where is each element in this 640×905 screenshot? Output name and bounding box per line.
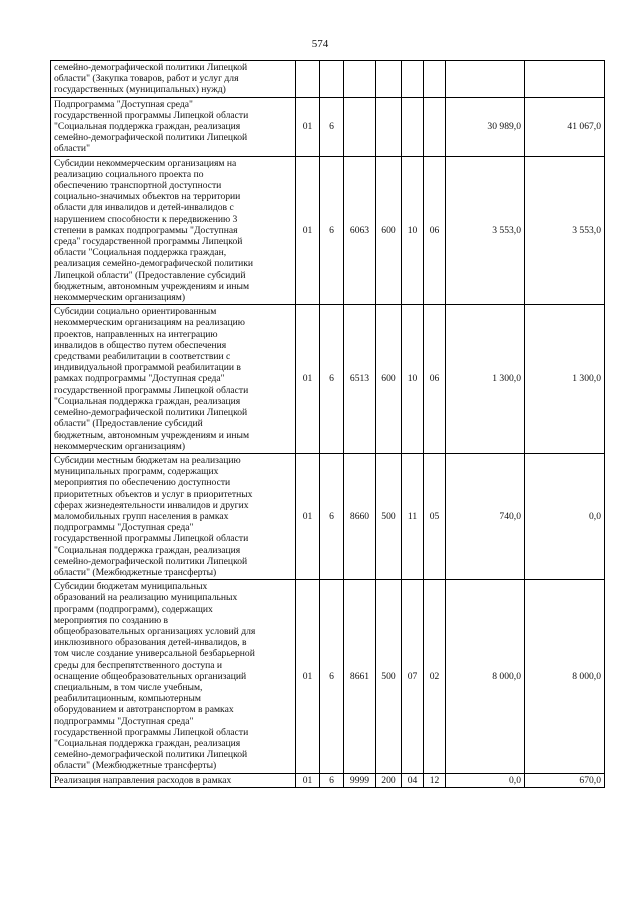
code-subprogram: 6	[320, 97, 344, 156]
code-expense-type: 600	[376, 305, 402, 454]
table-row	[51, 773, 605, 787]
code-subsection: 05	[424, 453, 446, 579]
row-description: семейно-демографической политики Липецкой области" (Закупка товаров, работ и услуг для государственных (муниципальных) нужд)	[51, 61, 296, 98]
amount-first: 740,0	[446, 453, 525, 579]
row-description: Субсидии социально ориентированным некоммерческим организациям на реализацию проектов, направленных на интеграцию инвалидов в общество путем обеспечения средствами реабилитации в соответствии с индивидуальной программой реабилитации в рамках подпрограммы "Доступная среда" государственной программы Липецкой области "Социальная поддержка граждан, реализация семейно-демографической политики Липецкой области" (Предоставление субсидий бюджетным, автономным учреждениям и иным некоммерческим организациям)	[51, 305, 296, 454]
code-subprogram: 6	[320, 453, 344, 579]
code-subsection: 06	[424, 305, 446, 454]
code-program: 01	[296, 580, 320, 773]
table-row	[51, 453, 605, 579]
row-description: Субсидии некоммерческим организациям на реализацию социального проекта по обеспечению транспортной доступности социально-значимых объектов на территории области для инвалидов и детей-инвалидов с нарушением способности к передвижению 3 степени в рамках подпрограммы "Доступная среда" государственной программы Липецкой области "Социальная поддержка граждан, реализация семейно-демографической политики Липецкой области" (Предоставление субсидий бюджетным, автономным учреждениям и иным некоммерческим организациям)	[51, 156, 296, 305]
table-row	[51, 61, 605, 98]
code-section	[402, 97, 424, 156]
amount-first: 30 989,0	[446, 97, 525, 156]
code-section	[402, 61, 424, 98]
code-subsection: 02	[424, 580, 446, 773]
amount-second: 670,0	[525, 773, 605, 787]
page-number: 574	[311, 38, 329, 50]
amount-first: 0,0	[446, 773, 525, 787]
code-program: 01	[296, 773, 320, 787]
code-subprogram	[320, 61, 344, 98]
table-row	[51, 305, 605, 454]
code-expense-type: 200	[376, 773, 402, 787]
amount-second: 8 000,0	[525, 580, 605, 773]
code-subsection	[424, 61, 446, 98]
code-direction: 6513	[344, 305, 376, 454]
code-section: 07	[402, 580, 424, 773]
code-expense-type: 500	[376, 453, 402, 579]
code-subprogram: 6	[320, 156, 344, 305]
code-section: 11	[402, 453, 424, 579]
table-row	[51, 156, 605, 305]
code-program: 01	[296, 156, 320, 305]
row-description: Реализация направления расходов в рамках	[51, 773, 296, 787]
amount-first: 1 300,0	[446, 305, 525, 454]
code-direction: 9999	[344, 773, 376, 787]
code-subsection: 06	[424, 156, 446, 305]
code-expense-type	[376, 97, 402, 156]
code-section: 04	[402, 773, 424, 787]
row-description: Субсидии бюджетам муниципальных образований на реализацию муниципальных программ (подпрограмм), содержащих мероприятия по созданию в общеобразовательных организациях условий для инклюзивного образования детей-инвалидов, в том числе создание универсальной безбарьерной среды для беспрепятственного доступа и оснащение общеобразовательных организаций специальным, в том числе учебным, реабилитационным, компьютерным оборудованием и автотранспортом в рамках подпрограммы "Доступная среда" государственной программы Липецкой области "Социальная поддержка граждан, реализация семейно-демографической политики Липецкой области" (Межбюджетные трансферты)	[51, 580, 296, 773]
code-direction: 8661	[344, 580, 376, 773]
code-subsection	[424, 97, 446, 156]
budget-table	[50, 60, 605, 788]
table-row	[51, 580, 605, 773]
code-expense-type: 600	[376, 156, 402, 305]
code-subprogram: 6	[320, 580, 344, 773]
row-description: Подпрограмма "Доступная среда" государственной программы Липецкой области "Социальная поддержка граждан, реализация семейно-демографической политики Липецкой области"	[51, 97, 296, 156]
amount-first: 3 553,0	[446, 156, 525, 305]
code-direction: 8660	[344, 453, 376, 579]
amount-first: 8 000,0	[446, 580, 525, 773]
code-program: 01	[296, 97, 320, 156]
code-program: 01	[296, 305, 320, 454]
code-subprogram: 6	[320, 773, 344, 787]
code-program	[296, 61, 320, 98]
code-subsection: 12	[424, 773, 446, 787]
amount-second: 0,0	[525, 453, 605, 579]
code-direction	[344, 61, 376, 98]
amount-second: 41 067,0	[525, 97, 605, 156]
amount-second: 1 300,0	[525, 305, 605, 454]
amount-first	[446, 61, 525, 98]
table-row	[51, 97, 605, 156]
code-section: 10	[402, 305, 424, 454]
code-expense-type: 500	[376, 580, 402, 773]
amount-second	[525, 61, 605, 98]
row-description: Субсидии местным бюджетам на реализацию муниципальных программ, содержащих мероприятия по обеспечению доступности приоритетных объектов и услуг в приоритетных сферах жизнедеятельности инвалидов и других маломобильных групп населения в рамках подпрограммы "Доступная среда" государственной программы Липецкой области "Социальная поддержка граждан, реализация семейно-демографической политики Липецкой области" (Межбюджетные трансферты)	[51, 453, 296, 579]
amount-second: 3 553,0	[525, 156, 605, 305]
code-subprogram: 6	[320, 305, 344, 454]
code-program: 01	[296, 453, 320, 579]
code-expense-type	[376, 61, 402, 98]
code-direction: 6063	[344, 156, 376, 305]
code-direction	[344, 97, 376, 156]
code-section: 10	[402, 156, 424, 305]
